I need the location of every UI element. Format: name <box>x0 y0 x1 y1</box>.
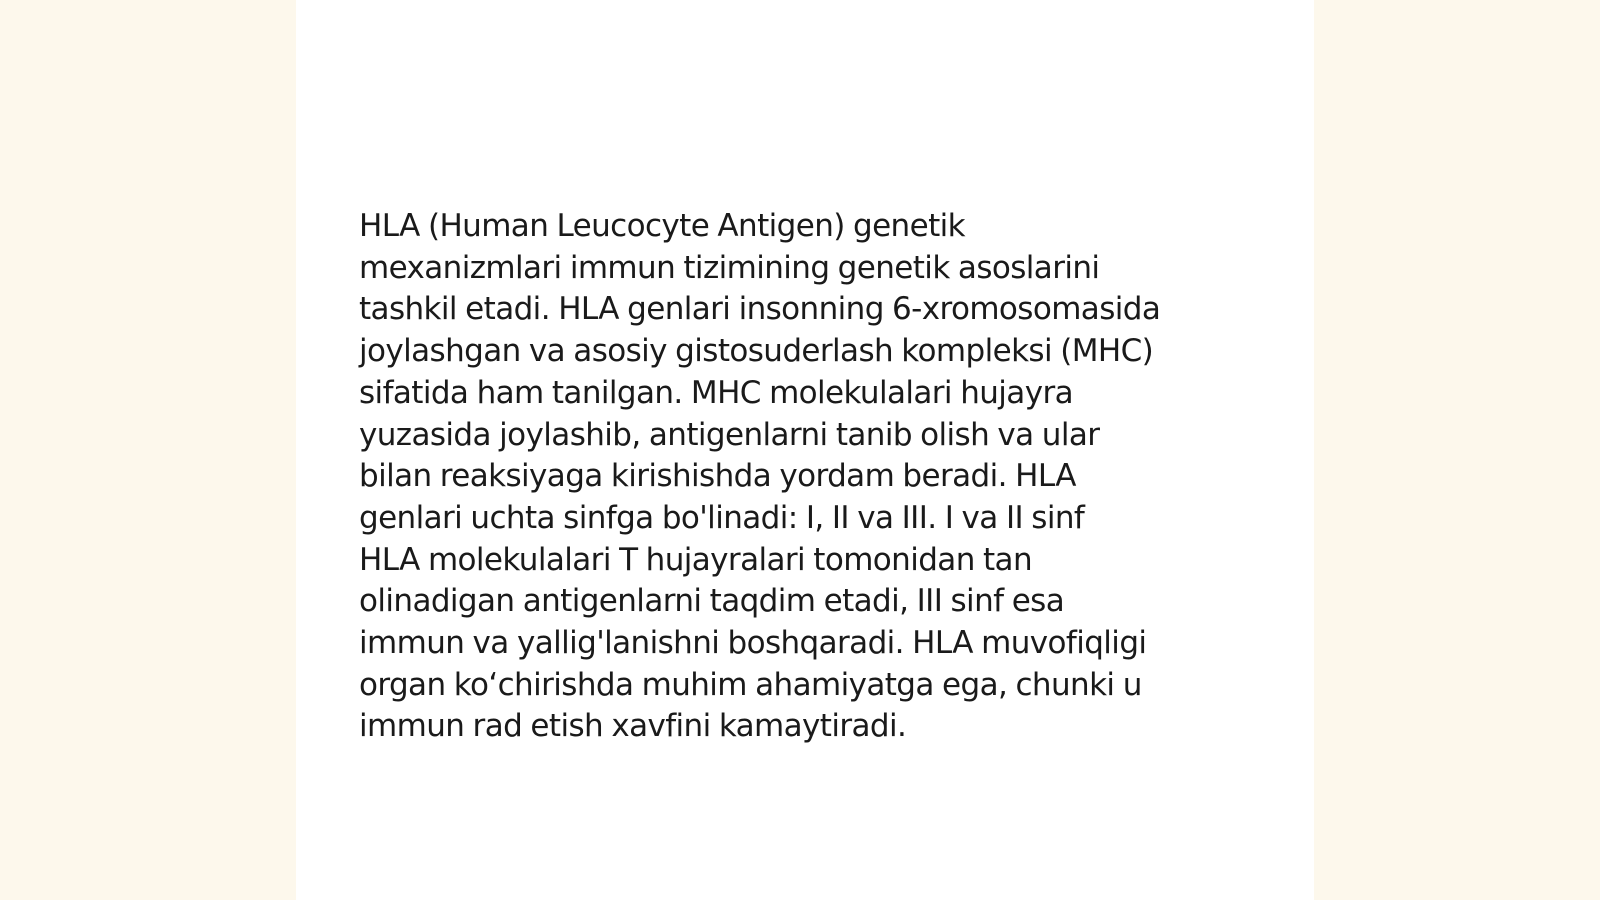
paragraph-line: HLA (Human Leucocyte Antigen) genetik <box>359 208 965 244</box>
paragraph-line: olinadigan antigenlarni taqdim etadi, III sinf esa <box>359 583 1065 620</box>
paragraph-line: sifatida ham tanilgan. MHC molekulalari hujayra <box>359 374 1073 411</box>
paragraph-line: mexanizmlari immun tizimining genetik asoslarini <box>359 249 1100 286</box>
paragraph-line: tashkil etadi. HLA genlari insonning 6-xromosomasida <box>359 291 1161 328</box>
paragraph-line: HLA molekulalari T hujayralari tomonidan tan <box>359 541 1033 578</box>
document-page <box>296 0 1314 900</box>
paragraph-line: organ ko‘chirishda muhim ahamiyatga ega, chunki u <box>359 666 1142 703</box>
paragraph-line: joylashgan va asosiy gistosuderlash kompleksi (MHC) <box>359 333 1154 370</box>
paragraph-line: yuzasida joylashib, antigenlarni tanib olish va ular <box>359 416 1100 453</box>
paragraph-line: immun rad etish xavfini kamaytiradi. <box>359 708 907 745</box>
paragraph-line: bilan reaksiyaga kirishishda yordam beradi. HLA <box>359 458 1076 495</box>
paragraph-line: genlari uchta sinfga bo'linadi: I, II va III. I va II sinf <box>359 499 1085 536</box>
paragraph-line: immun va yallig'lanishni boshqaradi. HLA muvofiqligi <box>359 625 1147 662</box>
body-paragraph <box>359 206 1259 748</box>
